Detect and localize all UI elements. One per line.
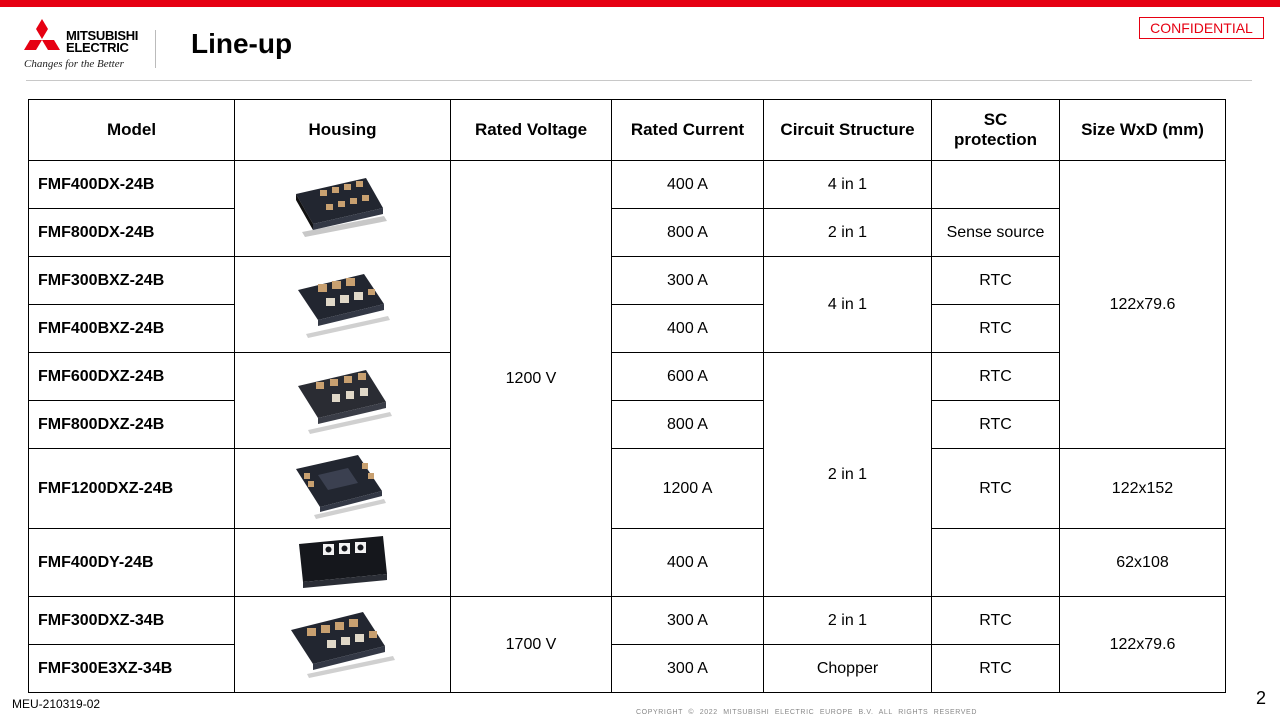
housing-image bbox=[235, 597, 451, 693]
current-cell: 1200 A bbox=[612, 449, 764, 529]
confidential-badge: CONFIDENTIAL bbox=[1139, 17, 1264, 39]
header-model: Model bbox=[29, 100, 235, 161]
table-row bbox=[29, 401, 1226, 449]
current-cell: 400 A bbox=[612, 529, 764, 597]
circuit-cell: 2 in 1 bbox=[764, 209, 932, 257]
power-module-image bbox=[288, 166, 398, 246]
sc-cell: RTC bbox=[932, 449, 1060, 529]
model-cell: FMF300BXZ-24B bbox=[29, 257, 235, 305]
housing-image bbox=[235, 257, 451, 353]
current-cell: 300 A bbox=[612, 597, 764, 645]
model-cell: FMF300E3XZ-34B bbox=[29, 645, 235, 693]
table-row bbox=[29, 209, 1226, 257]
top-accent-bar bbox=[0, 0, 1280, 7]
table-row bbox=[29, 597, 1226, 645]
brand-name-line2: ELECTRIC bbox=[66, 40, 129, 55]
circuit-cell: 2 in 1 bbox=[764, 353, 932, 597]
header-sc-line2: protection bbox=[953, 130, 1038, 149]
title-divider bbox=[26, 80, 1252, 81]
company-logo bbox=[22, 18, 158, 72]
housing-image bbox=[235, 353, 451, 449]
sc-cell: RTC bbox=[932, 257, 1060, 305]
model-cell: FMF800DX-24B bbox=[29, 209, 235, 257]
current-cell: 800 A bbox=[612, 209, 764, 257]
power-module-image bbox=[293, 530, 393, 590]
table-row bbox=[29, 449, 1226, 529]
header-housing: Housing bbox=[235, 100, 451, 161]
size-cell: 122x152 bbox=[1060, 449, 1226, 529]
housing-image bbox=[235, 449, 451, 529]
sc-cell: RTC bbox=[932, 597, 1060, 645]
table-row bbox=[29, 353, 1226, 401]
brand-name-line1: MITSUBISHI bbox=[66, 28, 139, 43]
current-cell: 600 A bbox=[612, 353, 764, 401]
model-cell: FMF400DX-24B bbox=[29, 161, 235, 209]
current-cell: 300 A bbox=[612, 645, 764, 693]
table-row bbox=[29, 161, 1226, 209]
header-rated-voltage: Rated Voltage bbox=[451, 100, 612, 161]
table-row bbox=[29, 305, 1226, 353]
header-sc-protection bbox=[932, 100, 1060, 161]
size-cell: 122x79.6 bbox=[1060, 597, 1226, 693]
sc-cell: RTC bbox=[932, 353, 1060, 401]
power-module-image bbox=[288, 449, 398, 523]
circuit-cell: 4 in 1 bbox=[764, 161, 932, 209]
current-cell: 400 A bbox=[612, 161, 764, 209]
circuit-cell: Chopper bbox=[764, 645, 932, 693]
header-rated-current: Rated Current bbox=[612, 100, 764, 161]
table-header-row bbox=[29, 100, 1226, 161]
sc-cell bbox=[932, 529, 1060, 597]
page-number: 2 bbox=[1256, 688, 1267, 708]
housing-image bbox=[235, 161, 451, 257]
header-sc-line1: SC bbox=[983, 110, 1008, 129]
power-module-image bbox=[288, 260, 398, 344]
voltage-cell: 1200 V bbox=[451, 161, 612, 597]
current-cell: 400 A bbox=[612, 305, 764, 353]
size-cell: 122x79.6 bbox=[1060, 161, 1226, 449]
size-cell: 62x108 bbox=[1060, 529, 1226, 597]
sc-cell bbox=[932, 161, 1060, 209]
housing-image bbox=[235, 529, 451, 597]
model-cell: FMF600DXZ-24B bbox=[29, 353, 235, 401]
three-diamonds-icon bbox=[22, 18, 62, 52]
circuit-cell: 2 in 1 bbox=[764, 597, 932, 645]
sc-cell: Sense source bbox=[932, 209, 1060, 257]
model-cell: FMF300DXZ-34B bbox=[29, 597, 235, 645]
copyright-notice: COPYRIGHT © 2022 MITSUBISHI ELECTRIC EUROPE B.V. ALL RIGHTS RESERVED bbox=[636, 709, 977, 716]
circuit-cell: 4 in 1 bbox=[764, 257, 932, 353]
header-size: Size WxD (mm) bbox=[1060, 100, 1226, 161]
sc-cell: RTC bbox=[932, 645, 1060, 693]
page-title: Line-up bbox=[191, 28, 293, 59]
voltage-cell: 1700 V bbox=[451, 597, 612, 693]
model-cell: FMF400BXZ-24B bbox=[29, 305, 235, 353]
current-cell: 300 A bbox=[612, 257, 764, 305]
brand-tagline: Changes for the Better bbox=[24, 58, 124, 70]
power-module-image bbox=[288, 356, 398, 440]
table-row bbox=[29, 257, 1226, 305]
header-circuit-structure: Circuit Structure bbox=[764, 100, 932, 161]
model-cell: FMF400DY-24B bbox=[29, 529, 235, 597]
table-row bbox=[29, 529, 1226, 597]
model-cell: FMF1200DXZ-24B bbox=[29, 449, 235, 529]
document-id: MEU-210319-02 bbox=[12, 697, 101, 711]
table-row bbox=[29, 645, 1226, 693]
current-cell: 800 A bbox=[612, 401, 764, 449]
model-cell: FMF800DXZ-24B bbox=[29, 401, 235, 449]
sc-cell: RTC bbox=[932, 305, 1060, 353]
sc-cell: RTC bbox=[932, 401, 1060, 449]
logo-divider bbox=[155, 30, 156, 68]
lineup-table bbox=[28, 99, 1226, 693]
power-module-image bbox=[285, 600, 401, 684]
